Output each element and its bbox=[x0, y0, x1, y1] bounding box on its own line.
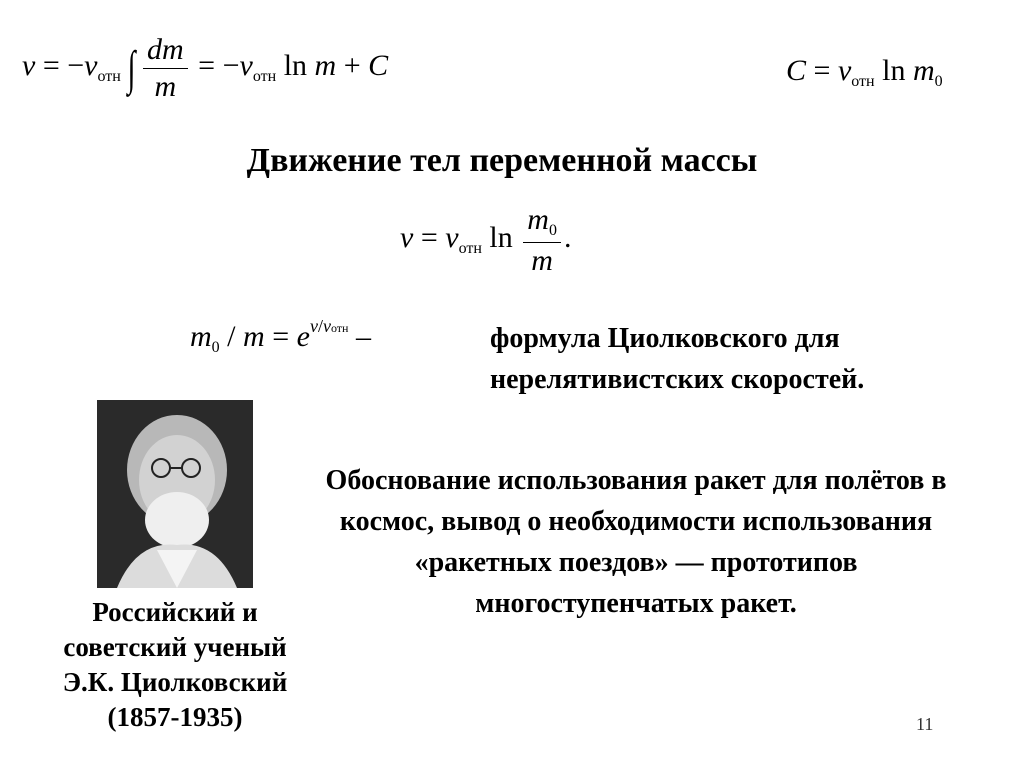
math-operator: = − bbox=[35, 48, 85, 82]
math-subscript: отн bbox=[252, 67, 277, 85]
math-subscript: отн bbox=[458, 240, 482, 258]
fraction bbox=[523, 204, 561, 276]
math-subscript: 0 bbox=[211, 339, 220, 356]
math-symbol: v bbox=[837, 54, 852, 87]
math-operator: . bbox=[563, 221, 572, 255]
math-symbol: e bbox=[296, 320, 310, 353]
math-operator: / bbox=[219, 320, 244, 353]
formula-tsiolkovsky bbox=[400, 204, 571, 276]
math-symbol: v bbox=[239, 48, 253, 82]
math-subscript: отн bbox=[97, 67, 121, 85]
math-symbol: C bbox=[368, 48, 389, 82]
math-symbol: m bbox=[912, 54, 935, 87]
math-subscript: отн bbox=[330, 321, 349, 335]
math-symbol: m bbox=[243, 320, 265, 353]
math-operator: = − bbox=[190, 48, 240, 82]
math-symbol: v bbox=[322, 316, 331, 336]
math-symbol: m bbox=[527, 203, 549, 236]
math-operator: = bbox=[806, 54, 838, 87]
math-subscript: 0 bbox=[548, 222, 557, 239]
math-function: ln bbox=[276, 48, 315, 82]
portrait-photo bbox=[97, 400, 253, 588]
math-symbol: m bbox=[314, 48, 337, 82]
math-symbol: C bbox=[786, 54, 807, 87]
formula-description: формула Циолковского для нерелятивистских скоростей. bbox=[490, 323, 865, 395]
math-function: ln bbox=[874, 54, 913, 87]
math-subscript: отн bbox=[851, 73, 875, 90]
fraction-denominator: m bbox=[154, 69, 177, 103]
photo-caption: Российский и советский ученый Э.К. Циолковский (1857-1935) bbox=[62, 597, 288, 732]
math-symbol: m bbox=[190, 320, 212, 353]
formula-mass-ratio bbox=[190, 316, 371, 357]
math-operator: – bbox=[348, 320, 371, 353]
fraction-numerator bbox=[523, 204, 561, 243]
fraction bbox=[143, 34, 188, 102]
fraction-denominator: m bbox=[531, 243, 553, 277]
math-operator: = bbox=[413, 221, 446, 255]
math-function: ln bbox=[481, 221, 521, 255]
math-symbol: v bbox=[84, 48, 98, 82]
math-symbol: v bbox=[445, 221, 459, 255]
math-symbol: v bbox=[309, 316, 318, 336]
math-operator: + bbox=[336, 48, 369, 82]
integral-sign: ∫ bbox=[127, 41, 136, 95]
math-symbol: v bbox=[400, 221, 414, 255]
formula-constant bbox=[786, 54, 943, 91]
portrait-illustration bbox=[97, 400, 253, 588]
fraction-numerator: dm bbox=[143, 34, 188, 69]
page-number: 11 bbox=[916, 714, 934, 734]
math-exponent bbox=[310, 316, 349, 336]
math-operator: = bbox=[264, 320, 297, 353]
math-subscript: 0 bbox=[934, 73, 943, 90]
math-operator: / bbox=[317, 316, 323, 336]
formula-integral bbox=[22, 34, 388, 102]
math-symbol: v bbox=[22, 48, 36, 82]
body-paragraph: Обоснование использования ракет для полётов в космос, вывод о необходимости использования «ракетных поездов» — прототипов многоступенчатых ракет. bbox=[325, 465, 947, 619]
page-title: Движение тел переменной массы bbox=[246, 142, 758, 179]
